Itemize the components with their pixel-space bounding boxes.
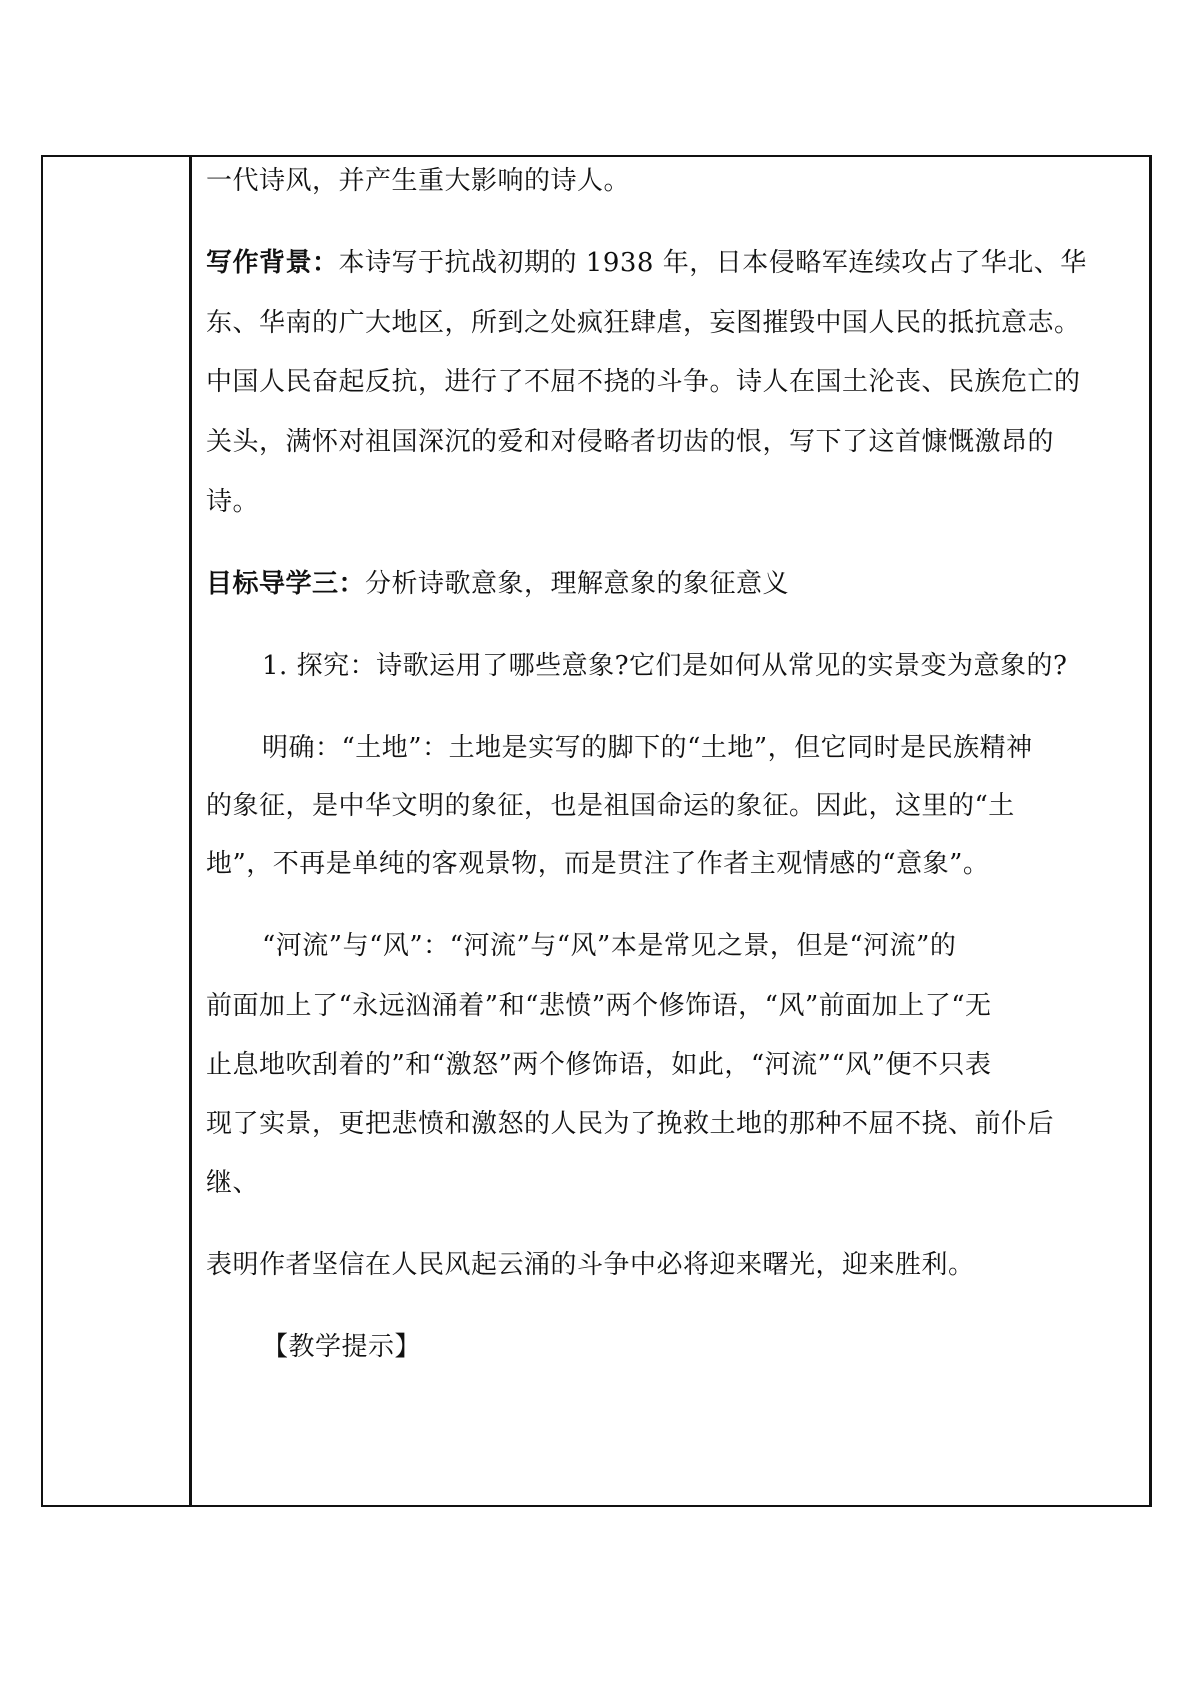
poet-intro-line: 一代诗风，并产生重大影响的诗人。 xyxy=(206,166,631,196)
goal-text: 分析诗歌意象，理解意象的象征意义 xyxy=(365,569,790,599)
teaching-tip-heading: 【教学提示】 xyxy=(262,1332,422,1362)
background-label: 写作背景： xyxy=(206,248,339,278)
lesson-table xyxy=(41,155,1152,1507)
river-wind-line-1: “河流”与“风”：“河流”与“风”本是常见之景，但是“河流”的 xyxy=(262,931,957,961)
clarify-line-2: 的象征，是中华文明的象征，也是祖国命运的象征。因此，这里的“土 xyxy=(206,791,1015,821)
background-paragraph-line-4: 关头，满怀对祖国深沉的爱和对侵略者切齿的恨，写下了这首慷慨激昂的 xyxy=(206,427,1055,457)
column-divider xyxy=(189,157,192,1505)
river-wind-line-2: 前面加上了“永远汹涌着”和“悲愤”两个修饰语，“风”前面加上了“无 xyxy=(206,991,992,1021)
explore-question: 1. 探究：诗歌运用了哪些意象?它们是如何从常见的实景变为意象的? xyxy=(262,651,1068,681)
clarify-line-3: 地”，不再是单纯的客观景物，而是贯注了作者主观情感的“意象”。 xyxy=(206,849,990,879)
conclusion-line: 表明作者坚信在人民风起云涌的斗争中必将迎来曙光，迎来胜利。 xyxy=(206,1250,975,1280)
river-wind-line-5: 继、 xyxy=(206,1168,260,1198)
river-wind-line-4: 现了实景，更把悲愤和激怒的人民为了挽救土地的那种不屈不挠、前仆后 xyxy=(206,1109,1055,1139)
background-paragraph-line-2: 东、华南的广大地区，所到之处疯狂肆虐，妄图摧毁中国人民的抵抗意志。 xyxy=(206,308,1081,338)
river-wind-line-3: 止息地吹刮着的”和“激怒”两个修饰语，如此，“河流”“风”便不只表 xyxy=(206,1050,992,1080)
goal-label: 目标导学三： xyxy=(206,569,366,599)
clarify-line-1: 明确：“土地”：土地是实写的脚下的“土地”，但它同时是民族精神 xyxy=(262,733,1033,763)
goal-heading xyxy=(206,567,789,601)
background-paragraph-line-1 xyxy=(206,246,1087,280)
background-paragraph-line-5: 诗。 xyxy=(206,487,260,517)
background-paragraph-line-3: 中国人民奋起反抗，进行了不屈不挠的斗争。诗人在国土沦丧、民族危亡的 xyxy=(206,367,1081,397)
background-text-1: 本诗写于抗战初期的 1938 年，日本侵略军连续攻占了华北、华 xyxy=(338,248,1087,278)
